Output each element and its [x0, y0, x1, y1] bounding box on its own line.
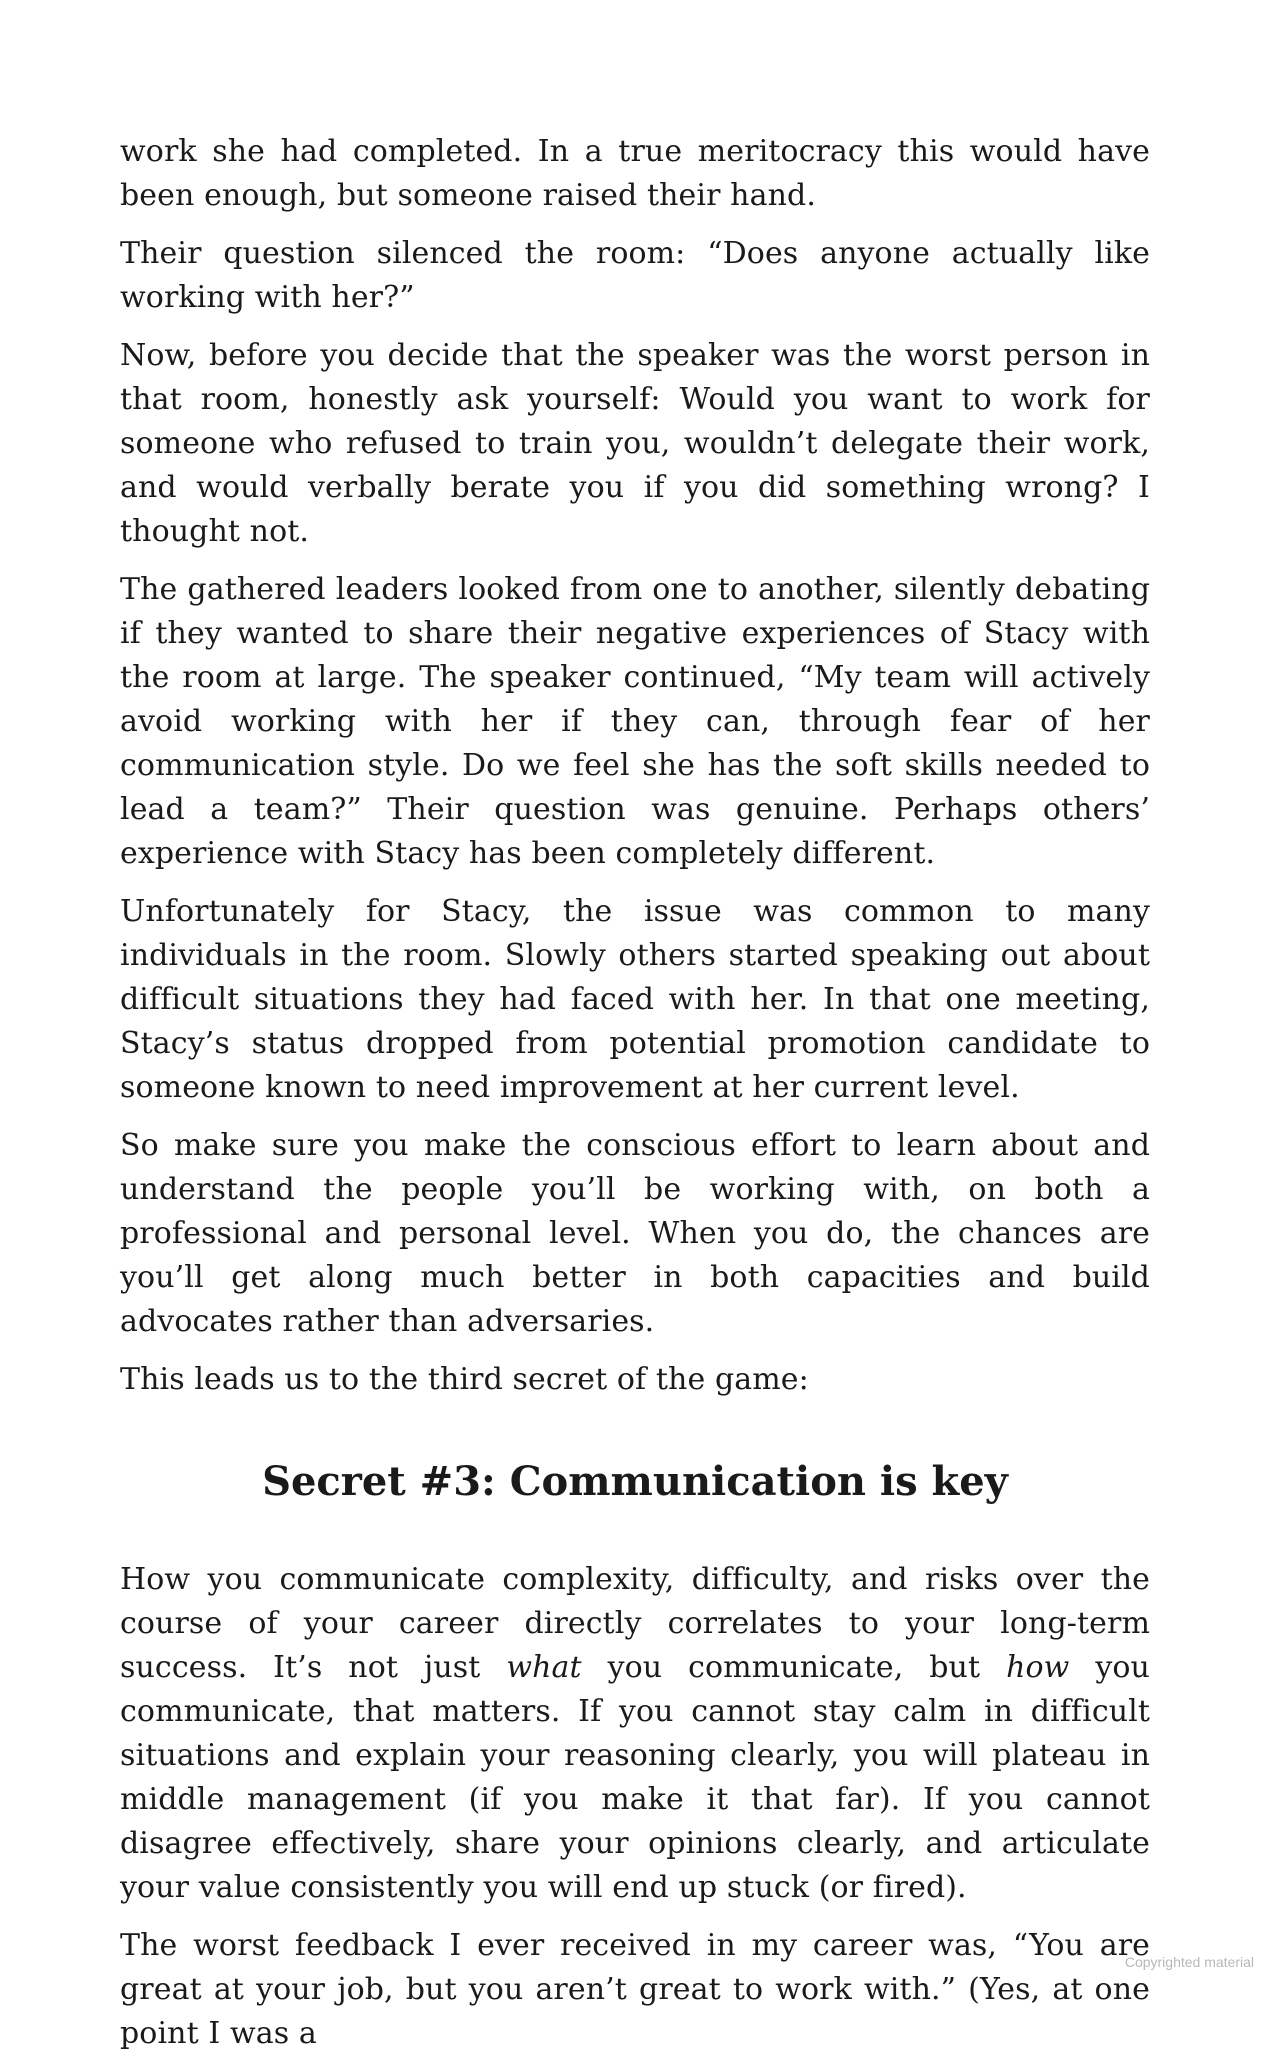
paragraph-8-emphasis-how: how [1006, 1650, 1070, 1685]
paragraph-2: Their question silenced the room: “Does anyone actually like working with her?” [120, 236, 1150, 315]
paragraph-9: The worst feedback I ever received in my career was, “You are great at your job, but you aren’t great to work with.” (Yes, at one point I was a [120, 1928, 1150, 2051]
copyright-watermark: Copyrighted material [1124, 1954, 1254, 1970]
paragraph-5: Unfortunately for Stacy, the issue was common to many individuals in the room. Slowly others started speaking out about difficult situations they had faced with her. In that one meeting, Stacy’s status dropped from potential promotion candidate to someone known to need improvement at her current level. [120, 894, 1150, 1105]
paragraph-7: This leads us to the third secret of the game: [120, 1362, 809, 1397]
paragraph-4: The gathered leaders looked from one to another, silently debating if they wanted to share their negative experiences of Stacy with the room at large. The speaker continued, “My team will actively avoid working with her if they can, through fear of her communication style. Do we feel she has the soft skills needed to lead a team?” Their question was genuine. Perhaps others’ experience with Stacy has been completely different. [120, 572, 1150, 871]
paragraph-8-text-3: you communicate, that matters. If you cannot stay calm in difficult situations and explain your reasoning clearly, you will plateau in middle management (if you make it that far). If you cannot disagree effectively, share your opinions clearly, and articulate your value consistently you will end up stuck (or fired). [120, 1650, 1150, 1905]
paragraph-8-emphasis-what: what [506, 1650, 582, 1685]
paragraph-8-text-1: How you communicate complexity, difficulty, and risks over the course of your career directly correlates to your long-term success. It’s not just [120, 1562, 1150, 1685]
paragraph-3: Now, before you decide that the speaker was the worst person in that room, honestly ask yourself: Would you want to work for someone who refused to train you, wouldn’t delegate their work, and would verbally berate you if you did something wrong? I thought not. [120, 338, 1150, 549]
paragraph-8 [120, 1558, 1150, 1910]
book-page [120, 130, 1150, 2070]
paragraph-8-text-2: you communicate, but [581, 1650, 1007, 1685]
section-heading: Secret #3: Communication is key [262, 1458, 1008, 1505]
paragraph-1: work she had completed. In a true meritocracy this would have been enough, but someone raised their hand. [120, 134, 1150, 213]
paragraph-6: So make sure you make the conscious effort to learn about and understand the people you’ll be working with, on both a professional and personal level. When you do, the chances are you’ll get along much better in both capacities and build advocates rather than adversaries. [120, 1128, 1150, 1339]
